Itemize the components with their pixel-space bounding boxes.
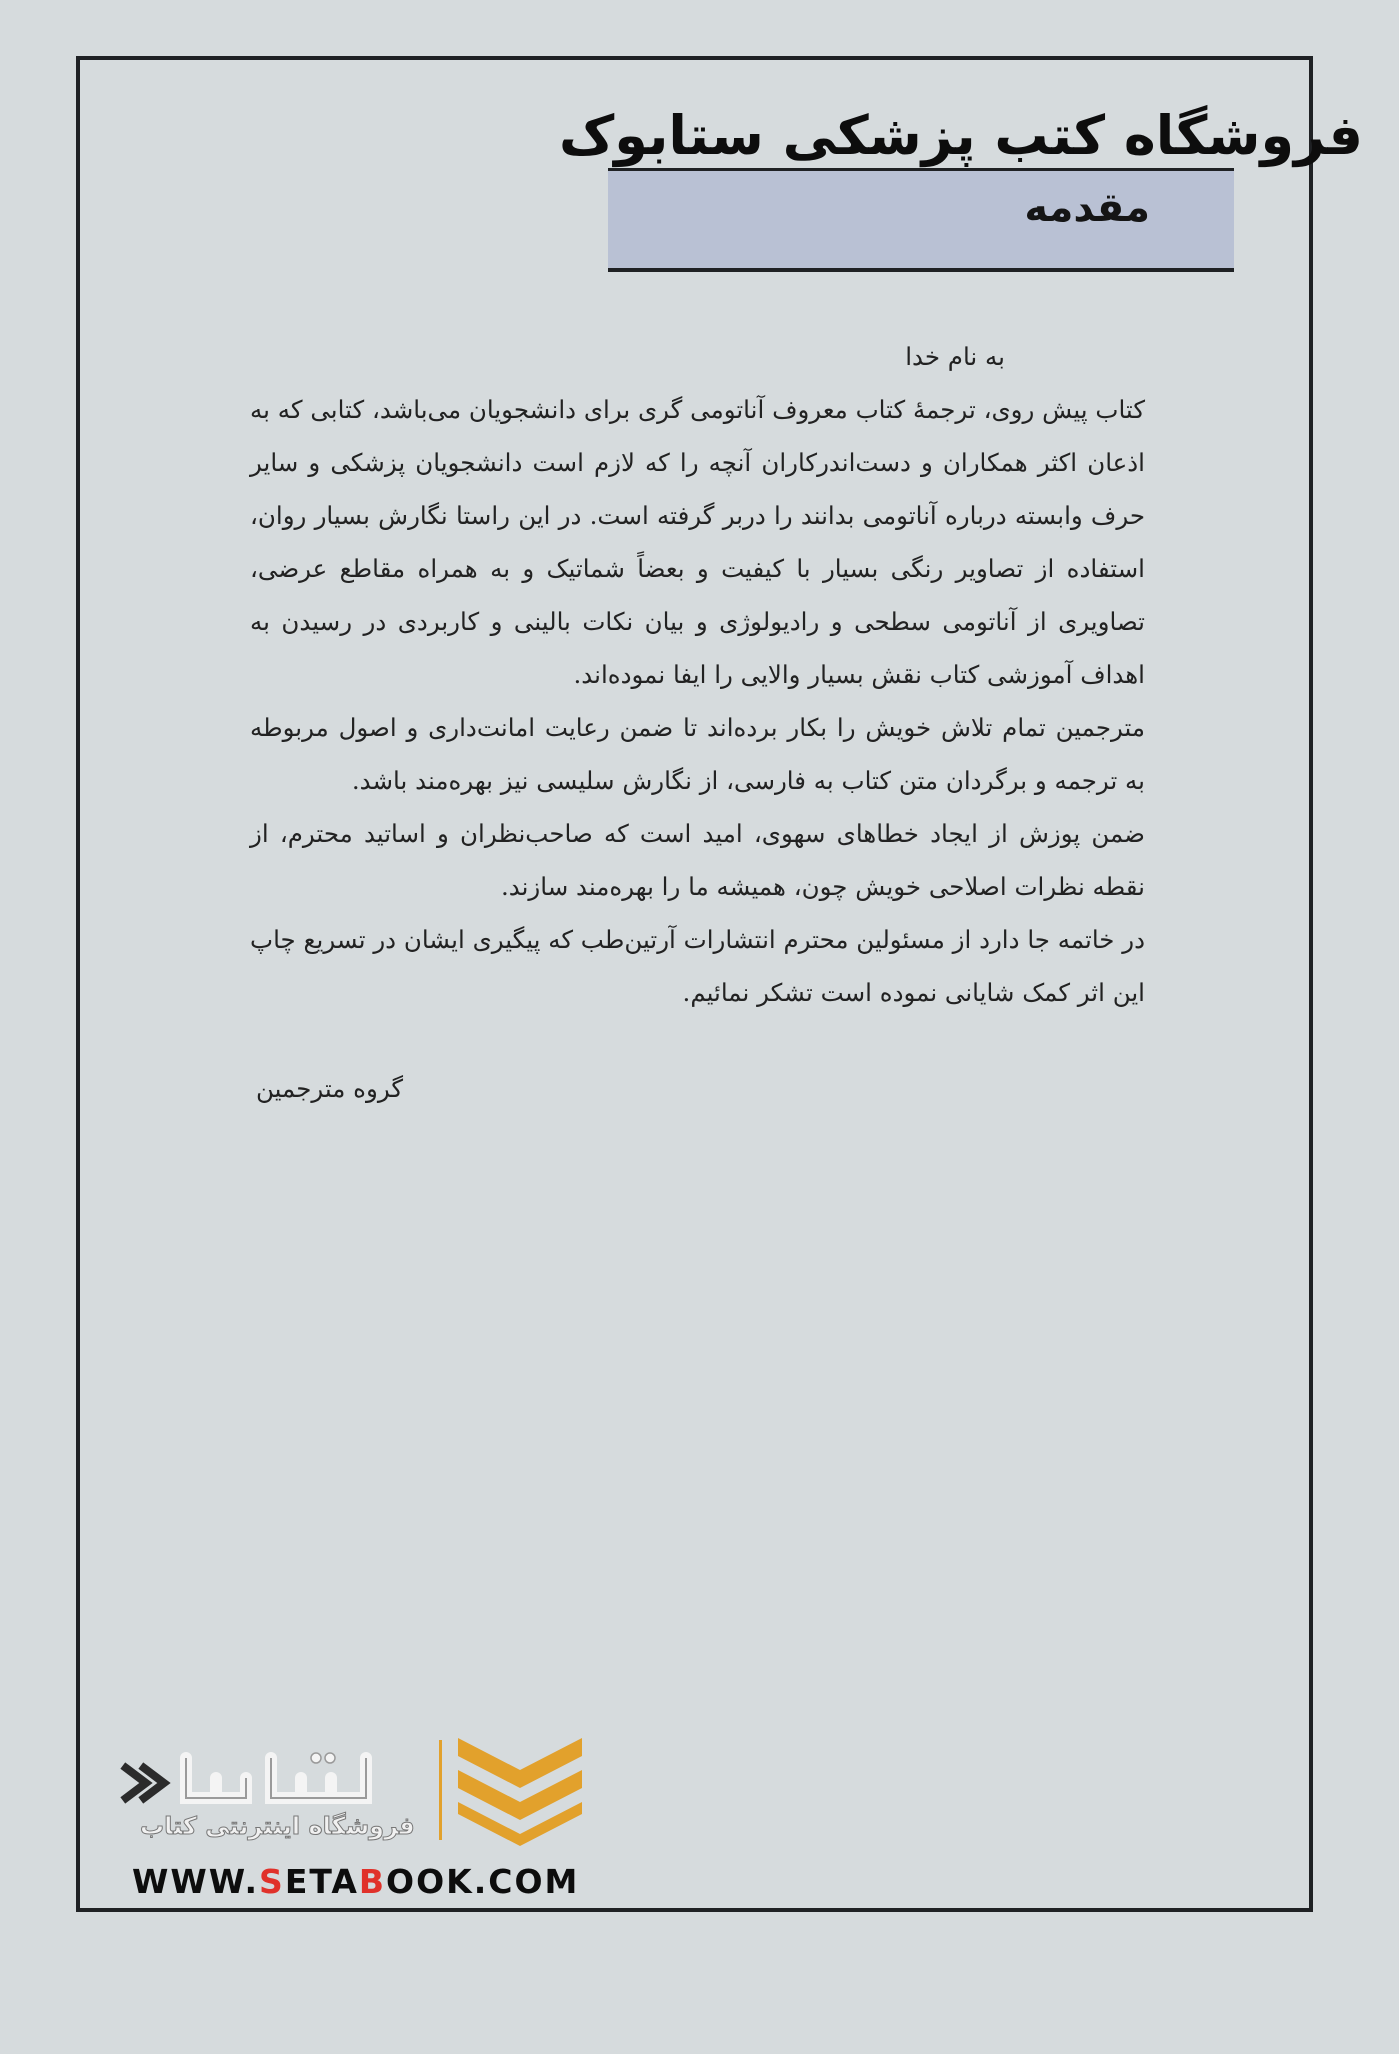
paragraph-4: در خاتمه جا دارد از مسئولین محترم انتشارات آرتین‌طب که پیگیری ایشان در تسریع چاپ این اثر کمک شایانی نموده است تشکر نمائیم. [250, 925, 1145, 1007]
logo-tagline: فروشگاه اینترنتی کتاب [140, 1812, 415, 1840]
setabook-branding [110, 1720, 600, 1910]
section-title: مقدمه [1024, 185, 1150, 231]
signature: گروه مترجمین [256, 1074, 404, 1103]
body-text [250, 330, 1145, 1019]
website-url: WWW.SETABOOK.COM [132, 1862, 580, 1901]
paragraph-1: کتاب پیش روی، ترجمهٔ کتاب معروف آناتومی گری برای دانشجویان می‌باشد، کتابی که به اذعان اکثر همکاران و دست‌اندرکاران آنچه را که لازم است دانشجویان پزشکی و سایر حرف وابسته درباره آناتومی بدانند را دربر گرفته است. در این راستا نگارش بسیار روان، استفاده از تصاویر رنگی بسیار با کیفیت و بعضاً شماتیک و به همراه مقاطع عرضی، تصاویری از آناتومی سطحی و رادیولوژی و بیان نکات بالینی و کاربردی در رسیدن به اهداف آموزشی کتاب نقش بسیار والایی را ایفا نموده‌اند. [250, 395, 1145, 689]
paragraph-3: ضمن پوزش از ایجاد خطاهای سهوی، امید است که صاحب‌نظران و اساتید محترم، از نقطه نظرات اصلاحی خویش چون، همیشه ما را بهره‌مند سازند. [250, 819, 1145, 901]
paragraph-2: مترجمین تمام تلاش خویش را بکار برده‌اند تا ضمن رعایت امانت‌داری و اصول مربوطه به ترجمه و برگردان متن کتاب به فارسی، از نگارش سلیسی نیز بهره‌مند باشد. [250, 713, 1145, 795]
store-heading: فروشگاه کتب پزشکی ستابوک [558, 104, 1363, 167]
section-header-box [608, 168, 1234, 272]
book-chevron-logo-icon [450, 1730, 590, 1850]
invocation: به نام خدا [905, 342, 1005, 371]
logo-divider [439, 1740, 442, 1840]
